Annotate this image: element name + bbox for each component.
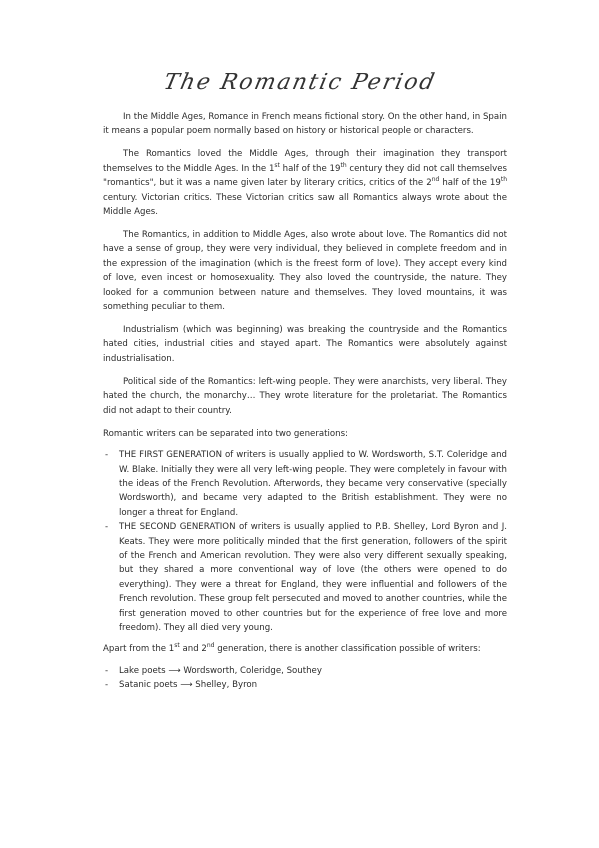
text-run: half of the 19 — [279, 163, 341, 174]
text-run: century they did not call themselves "romantics", but it was a name given later by literary critics, critics of the 2 — [103, 163, 507, 189]
document-body — [103, 110, 507, 693]
ordinal-suffix: nd — [206, 642, 215, 650]
ordinal-suffix: nd — [431, 176, 440, 184]
right-arrow-icon: ⟶ — [180, 680, 193, 691]
ordinal-suffix: st — [174, 642, 180, 650]
generations-list — [103, 448, 507, 635]
list-item-satanic-poets — [103, 678, 507, 692]
list-item-first-generation: - THE FIRST GENERATION of writers is usually applied to W. Wordsworth, S.T. Coleridge and W. Blake. Initially they were all very left-wing people. They were completely in favour with the ideas of the French Revolution. Afterwords, they became very conservative (specially Wordsworth), and became very adapted to the British establishment. They were no longer a threat for England. — [103, 448, 507, 520]
page-title-text: The Romantic Period — [160, 70, 439, 95]
ordinal-suffix: th — [340, 161, 347, 169]
classification-intro — [103, 642, 507, 656]
text-run: and 2 — [179, 644, 207, 655]
schools-list — [103, 664, 507, 693]
text-run: generation, there is another classification possible of writers: — [214, 644, 481, 655]
page-title — [0, 70, 599, 95]
list-item-second-generation: - THE SECOND GENERATION of writers is usually applied to P.B. Shelley, Lord Byron and J. Keats. They were more politically minded that the first generation, followers of the spirit of the French and American revolution. They were also very different sexually speaking, but they shared a more conventional way of love (the others were opened to do everything). They were a threat for England, they were influential and followers of the French revolution. These group felt persecuted and moved to another countries, while the first generation moved to other countries but for the experience of free love and more freedom). They all died very young. — [103, 520, 507, 635]
paragraph-industrialism: Industrialism (which was beginning) was breaking the countryside and the Romantics hated cities, industrial cities and stayed apart. The Romantics were absolutely against industrialisation. — [103, 325, 507, 364]
school-name: Satanic poets — [119, 680, 178, 691]
paragraph-love-nature: The Romantics, in addition to Middle Ages, also wrote about love. The Romantics did not have a sense of group, they were very individual, they believed in complete freedom and in the expression of the imagination (which is the freest form of love). They accept every kind of love, even incest or homosexuality. They also loved the countryside, the nature. They looked for a communion between nature and themselves. They loved mountains, it was something peculiar to them. — [103, 230, 507, 313]
school-poets: Wordsworth, Coleridge, Southey — [183, 665, 322, 676]
list-item-lake-poets — [103, 664, 507, 678]
paragraph-middle-ages: In the Middle Ages, Romance in French means fictional story. On the other hand, in Spain it means a popular poem normally based on history or historical people or characters. — [103, 112, 507, 137]
paragraph-romantics-middle-ages — [103, 147, 507, 219]
school-poets: Shelley, Byron — [195, 680, 258, 691]
text-run: Apart from the 1 — [103, 644, 175, 655]
text-run: century. Victorian critics. These Victorian critics saw all Romantics always wrote about the Middle Ages. — [103, 192, 507, 218]
ordinal-suffix: th — [500, 176, 507, 184]
paragraph-political-side: Political side of the Romantics: left-wing people. They were anarchists, very liberal. They hated the church, the monarchy… They wrote literature for the proletariat. The Romantics did not adapt to their country. — [103, 376, 507, 416]
text-run: The Romantics loved the Middle Ages, through their imagination they transport themselves to the Middle Ages. In the 1 — [103, 149, 507, 174]
generations-intro: Romantic writers can be separated into two generations: — [103, 428, 348, 439]
school-name: Lake poets — [119, 665, 166, 676]
text-run: half of the 19 — [439, 178, 501, 189]
right-arrow-icon: ⟶ — [168, 665, 181, 676]
ordinal-suffix: st — [274, 161, 280, 169]
